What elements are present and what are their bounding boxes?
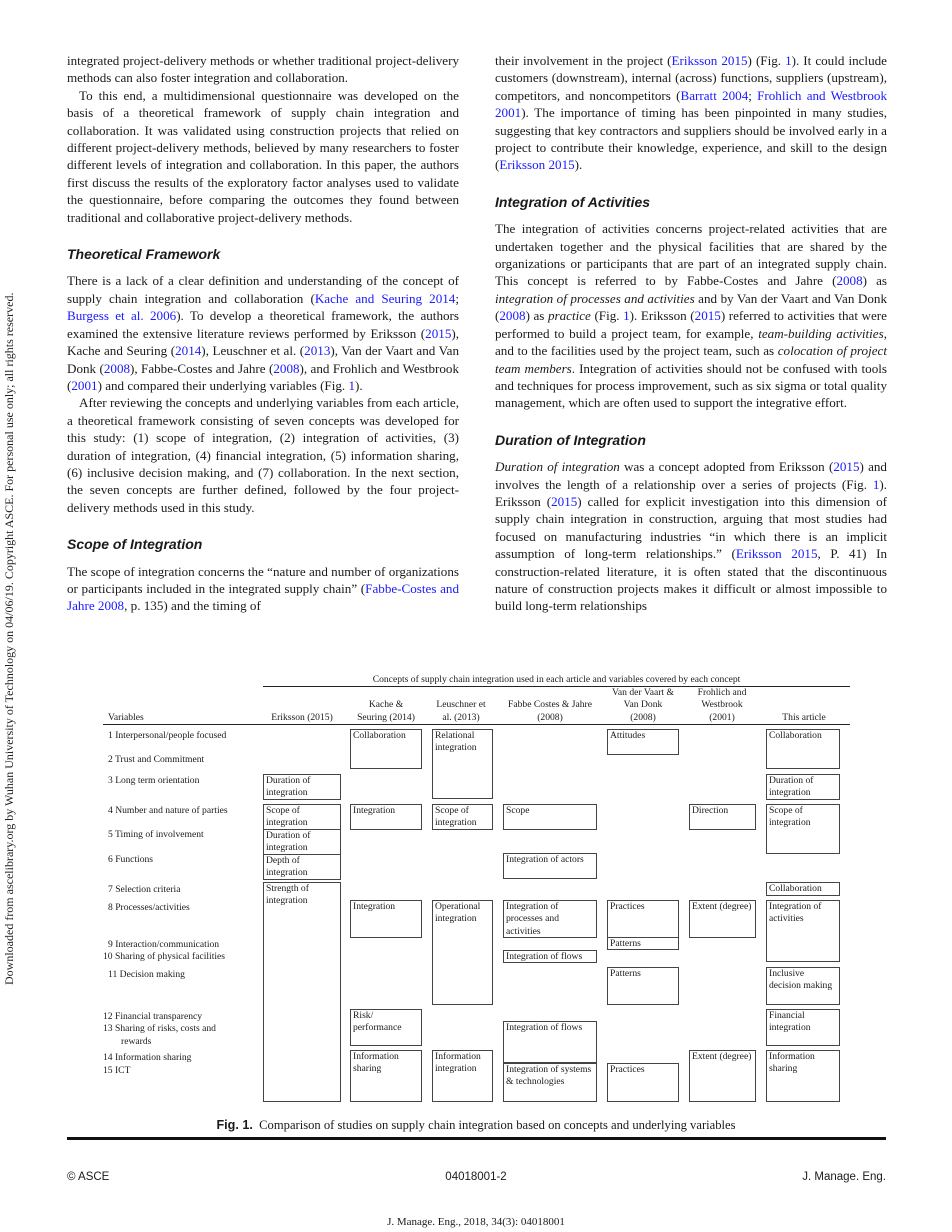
citation-link[interactable]: 2015	[694, 308, 721, 324]
left-column	[67, 52, 459, 615]
concept-box: Inclusive decision making	[766, 967, 840, 1005]
figure-link[interactable]: 1	[785, 53, 792, 68]
concept-box: Duration of integration	[766, 774, 840, 800]
variable-label: 9 Interaction/communication	[108, 939, 220, 950]
figure-link[interactable]: 1	[623, 308, 630, 324]
concept-box: Integration	[350, 900, 422, 938]
section-heading-theoretical-framework: Theoretical Framework	[67, 246, 221, 263]
variable-label: 2 Trust and Commitment	[108, 754, 205, 765]
figure-concepts-header: Concepts of supply chain integration used in each article and variables covered by each concept	[372, 674, 741, 685]
variable-label: 8 Processes/activities	[108, 902, 190, 913]
concept-box: Information integration	[432, 1050, 493, 1102]
concept-box: Practices	[607, 1063, 679, 1102]
footer-copyright: © ASCE	[67, 1171, 110, 1183]
concept-box: Collaboration	[766, 882, 840, 896]
column-header: Kache & Seuring (2014)	[357, 699, 415, 723]
concept-box: Integration	[350, 804, 422, 830]
concept-box: Operational integration	[432, 900, 493, 1005]
citation-link[interactable]: Fabbe-Costes and Jahre 2008	[67, 580, 459, 614]
figure-label: Fig. 1.	[216, 1118, 253, 1132]
variable-label: 5 Timing of involvement	[108, 829, 204, 840]
variable-label: 13 Sharing of risks, costs and	[103, 1023, 216, 1034]
divider	[103, 724, 850, 725]
concept-box: Scope of integration	[766, 804, 840, 854]
footer-journal: J. Manage. Eng.	[802, 1171, 886, 1183]
right-column	[495, 52, 887, 615]
concept-box: Integration of activities	[766, 900, 840, 962]
divider	[263, 686, 850, 687]
variable-label: 3 Long term orientation	[108, 775, 200, 786]
variable-label: 10 Sharing of physical facilities	[103, 951, 226, 962]
concept-box: Scope	[503, 804, 597, 830]
citation-link[interactable]: 2013	[304, 343, 331, 359]
citation-link[interactable]: 2001	[71, 377, 98, 393]
variable-label: 11 Decision making	[108, 969, 185, 980]
citation-link[interactable]: 2015	[551, 493, 578, 509]
variable-label: 7 Selection criteria	[108, 884, 181, 895]
paragraph: After reviewing the concepts and underlying variables from each article, a theoretical framework consisting of seven concepts was developed for this study: (1) scope of integration, (2) integration of activities, (3) duration of integration, (4) financial integration, (5) information sharing, (6) inclusive decision making, and (7) collaboration. In the next section, the seven concepts are further defined, followed by the four project-delivery methods used in this study.	[67, 395, 459, 515]
citation-link[interactable]: 2008	[103, 360, 131, 376]
citation-link[interactable]: Kache and Seuring 2014	[314, 290, 456, 306]
concept-box: Collaboration	[766, 729, 840, 769]
citation-link[interactable]: Eriksson 2015	[671, 53, 748, 68]
concept-box: Duration of integration	[263, 829, 341, 855]
concept-box: Integration of processes and activities	[503, 900, 597, 938]
citation-link[interactable]: Frohlich and Westbrook 2001	[495, 87, 887, 121]
citation-line: J. Manage. Eng., 2018, 34(3): 04018001	[387, 1216, 565, 1228]
concept-box: Risk/ performance	[350, 1009, 422, 1046]
concept-box: Depth of integration	[263, 854, 341, 880]
section-heading-duration-of-integration: Duration of Integration	[495, 431, 646, 448]
column-header: Fabbe Costes & Jahre (2008)	[508, 699, 592, 723]
concept-box: Attitudes	[607, 729, 679, 755]
figure-caption	[0, 1118, 952, 1133]
figure-link[interactable]: 1	[872, 476, 880, 492]
concept-box: Scope of integration	[432, 804, 493, 830]
paragraph: their involvement in the project (Eriksson 2015) (Fig. 1). It could include customers (downstream), internal (across) functions, suppliers (upstream), competitors, and noncompetitors (Barratt 2004; Frohlich and Westbrook 2001). The importance of timing has been pinpointed in many studies, suggesting that key contractors and suppliers should be involved early in a project to contribute their knowledge, experience, and skill to the design (Eriksson 2015).	[495, 53, 887, 173]
divider	[67, 1137, 886, 1140]
citation-link[interactable]: 2008	[836, 273, 863, 289]
citation-link[interactable]: 2015	[833, 459, 860, 475]
citation-link[interactable]: 2014	[175, 343, 202, 359]
concept-box: Financial integration	[766, 1009, 840, 1046]
concept-box: Extent (degree)	[689, 900, 756, 938]
paragraph: There is a lack of a clear definition and understanding of the concept of supply chain integration and collaboration (Kache and Seuring 2014; Burgess et al. 2006). To develop a theoretical framework, the authors examined the extensive literature reviews performed by Eriksson (2015), Kache and Seuring (2014), Leuschner et al. (2013), Van der Vaart and Van Donk (2008), Fabbe-Costes and Jahre (2008), and Frohlich and Westbrook (2001) and compared their underlying variables (Fig. 1).	[67, 273, 460, 393]
variable-label: 4 Number and nature of parties	[108, 805, 228, 816]
variables-header: Variables	[108, 711, 144, 723]
concept-box: Integration of systems & technologies	[503, 1063, 597, 1102]
paragraph: integrated project-delivery methods or whether traditional project-delivery methods can also foster integration and collaboration.	[67, 53, 459, 86]
concept-box: Information sharing	[350, 1050, 422, 1102]
variable-label: 1 Interpersonal/people focused	[108, 730, 227, 741]
concept-box: Practices	[607, 900, 679, 938]
column-header: Eriksson (2015)	[271, 711, 333, 723]
variable-label: 14 Information sharing	[103, 1052, 192, 1063]
variable-label: 12 Financial transparency	[103, 1011, 203, 1022]
paragraph: To this end, a multidimensional questionnaire was developed on the basis of a theoretical framework of supply chain integration and collaboration. It was validated using construction projects that relied on different project-delivery methods, believed by many researchers to foster different levels of integration and collaboration. In this paper, the authors first discuss the results of the exploratory factor analyses used to validate the questionnaire, before comparing the outcomes they found between traditional and collaborative project-delivery methods.	[67, 87, 459, 225]
concept-box: Information sharing	[766, 1050, 840, 1102]
variable-label: rewards	[121, 1036, 152, 1047]
concept-box: Scope of integration	[263, 804, 341, 830]
citation-link[interactable]: Eriksson 2015	[499, 157, 575, 173]
citation-link[interactable]: Burgess et al. 2006	[67, 308, 177, 324]
citation-link[interactable]: 2008	[273, 360, 300, 376]
paragraph: The scope of integration concerns the “nature and number of organizations or participants included in the integrated supply chain” (Fabbe-Costes and Jahre 2008, p. 135) and the timing of	[67, 563, 459, 614]
citation-link[interactable]: 2015	[425, 325, 452, 341]
variable-label: 15 ICT	[103, 1065, 131, 1076]
concept-box: Strength of integration	[263, 882, 341, 1102]
section-heading-integration-of-activities: Integration of Activities	[495, 193, 651, 210]
concept-box: Integration of flows	[503, 1021, 597, 1063]
citation-link[interactable]: Barratt 2004	[680, 87, 749, 103]
citation-link[interactable]: Eriksson 2015	[735, 546, 818, 562]
concept-box: Patterns	[607, 937, 679, 950]
paragraph: Duration of integration was a concept adopted from Eriksson (2015) and involves the length of a relationship over a series of projects (Fig. 1). Eriksson (2015) called for explicit investigation into this dimension of supply chain integration in construction, arguing that most studies had focused on manufacturing industries “in which there is an implicit assumption of long-term relationships.” (Eriksson 2015, P. 41) In construction-related literature, it is often stated that the discontinuous nature of construction projects makes it difficult or almost impossible to build long-term relationships	[495, 459, 888, 614]
figure-caption-text: Comparison of studies on supply chain integration based on concepts and underlying variables	[259, 1118, 736, 1132]
concept-box: Integration of flows	[503, 950, 597, 963]
concept-box: Direction	[689, 804, 756, 830]
concept-box: Relational integration	[432, 729, 493, 799]
figure-1	[100, 672, 860, 1112]
concept-box: Duration of integration	[263, 774, 341, 800]
concept-box: Patterns	[607, 967, 679, 1005]
figure-link[interactable]: 1	[348, 377, 355, 393]
concept-box: Collaboration	[350, 729, 422, 769]
citation-link[interactable]: 2008	[499, 308, 526, 324]
concept-box: Extent (degree)	[689, 1050, 756, 1102]
column-header: Leuschner et al. (2013)	[436, 699, 486, 723]
concept-box: Integration of actors	[503, 853, 597, 879]
footer-page-number: 04018001-2	[445, 1171, 507, 1183]
column-header: This article	[782, 711, 826, 723]
section-heading-scope-of-integration: Scope of Integration	[67, 536, 203, 553]
download-watermark: Downloaded from ascelibrary.org by Wuhan University of Technology on 04/06/19. Copyright ASCE. For personal use only; all rights reserved.	[2, 292, 16, 985]
paragraph: The integration of activities concerns project-related activities that are undertaken together and the physical facilities that are shared by the organizations or participants that are part of an integrated supply chain. This concept is referred to by Fabbe-Costes and Jahre (2008) as integration of processes and activities and by Van der Vaart and Van Donk (2008) as practice (Fig. 1). Eriksson (2015) referred to activities that were performed to build a project team, for example, team-building activities, and to the facilities used by the project team, such as colocation of project team members. Integration of activities should not be confused with tools and techniques for process improvement, such as six sigma or total quality management, which are often used to support the integrative effort.	[495, 221, 888, 411]
variable-label: 6 Functions	[108, 854, 154, 865]
column-header: Frohlich and Westbrook (2001)	[697, 686, 747, 723]
column-header: Van der Vaart & Van Donk (2008)	[612, 686, 674, 723]
